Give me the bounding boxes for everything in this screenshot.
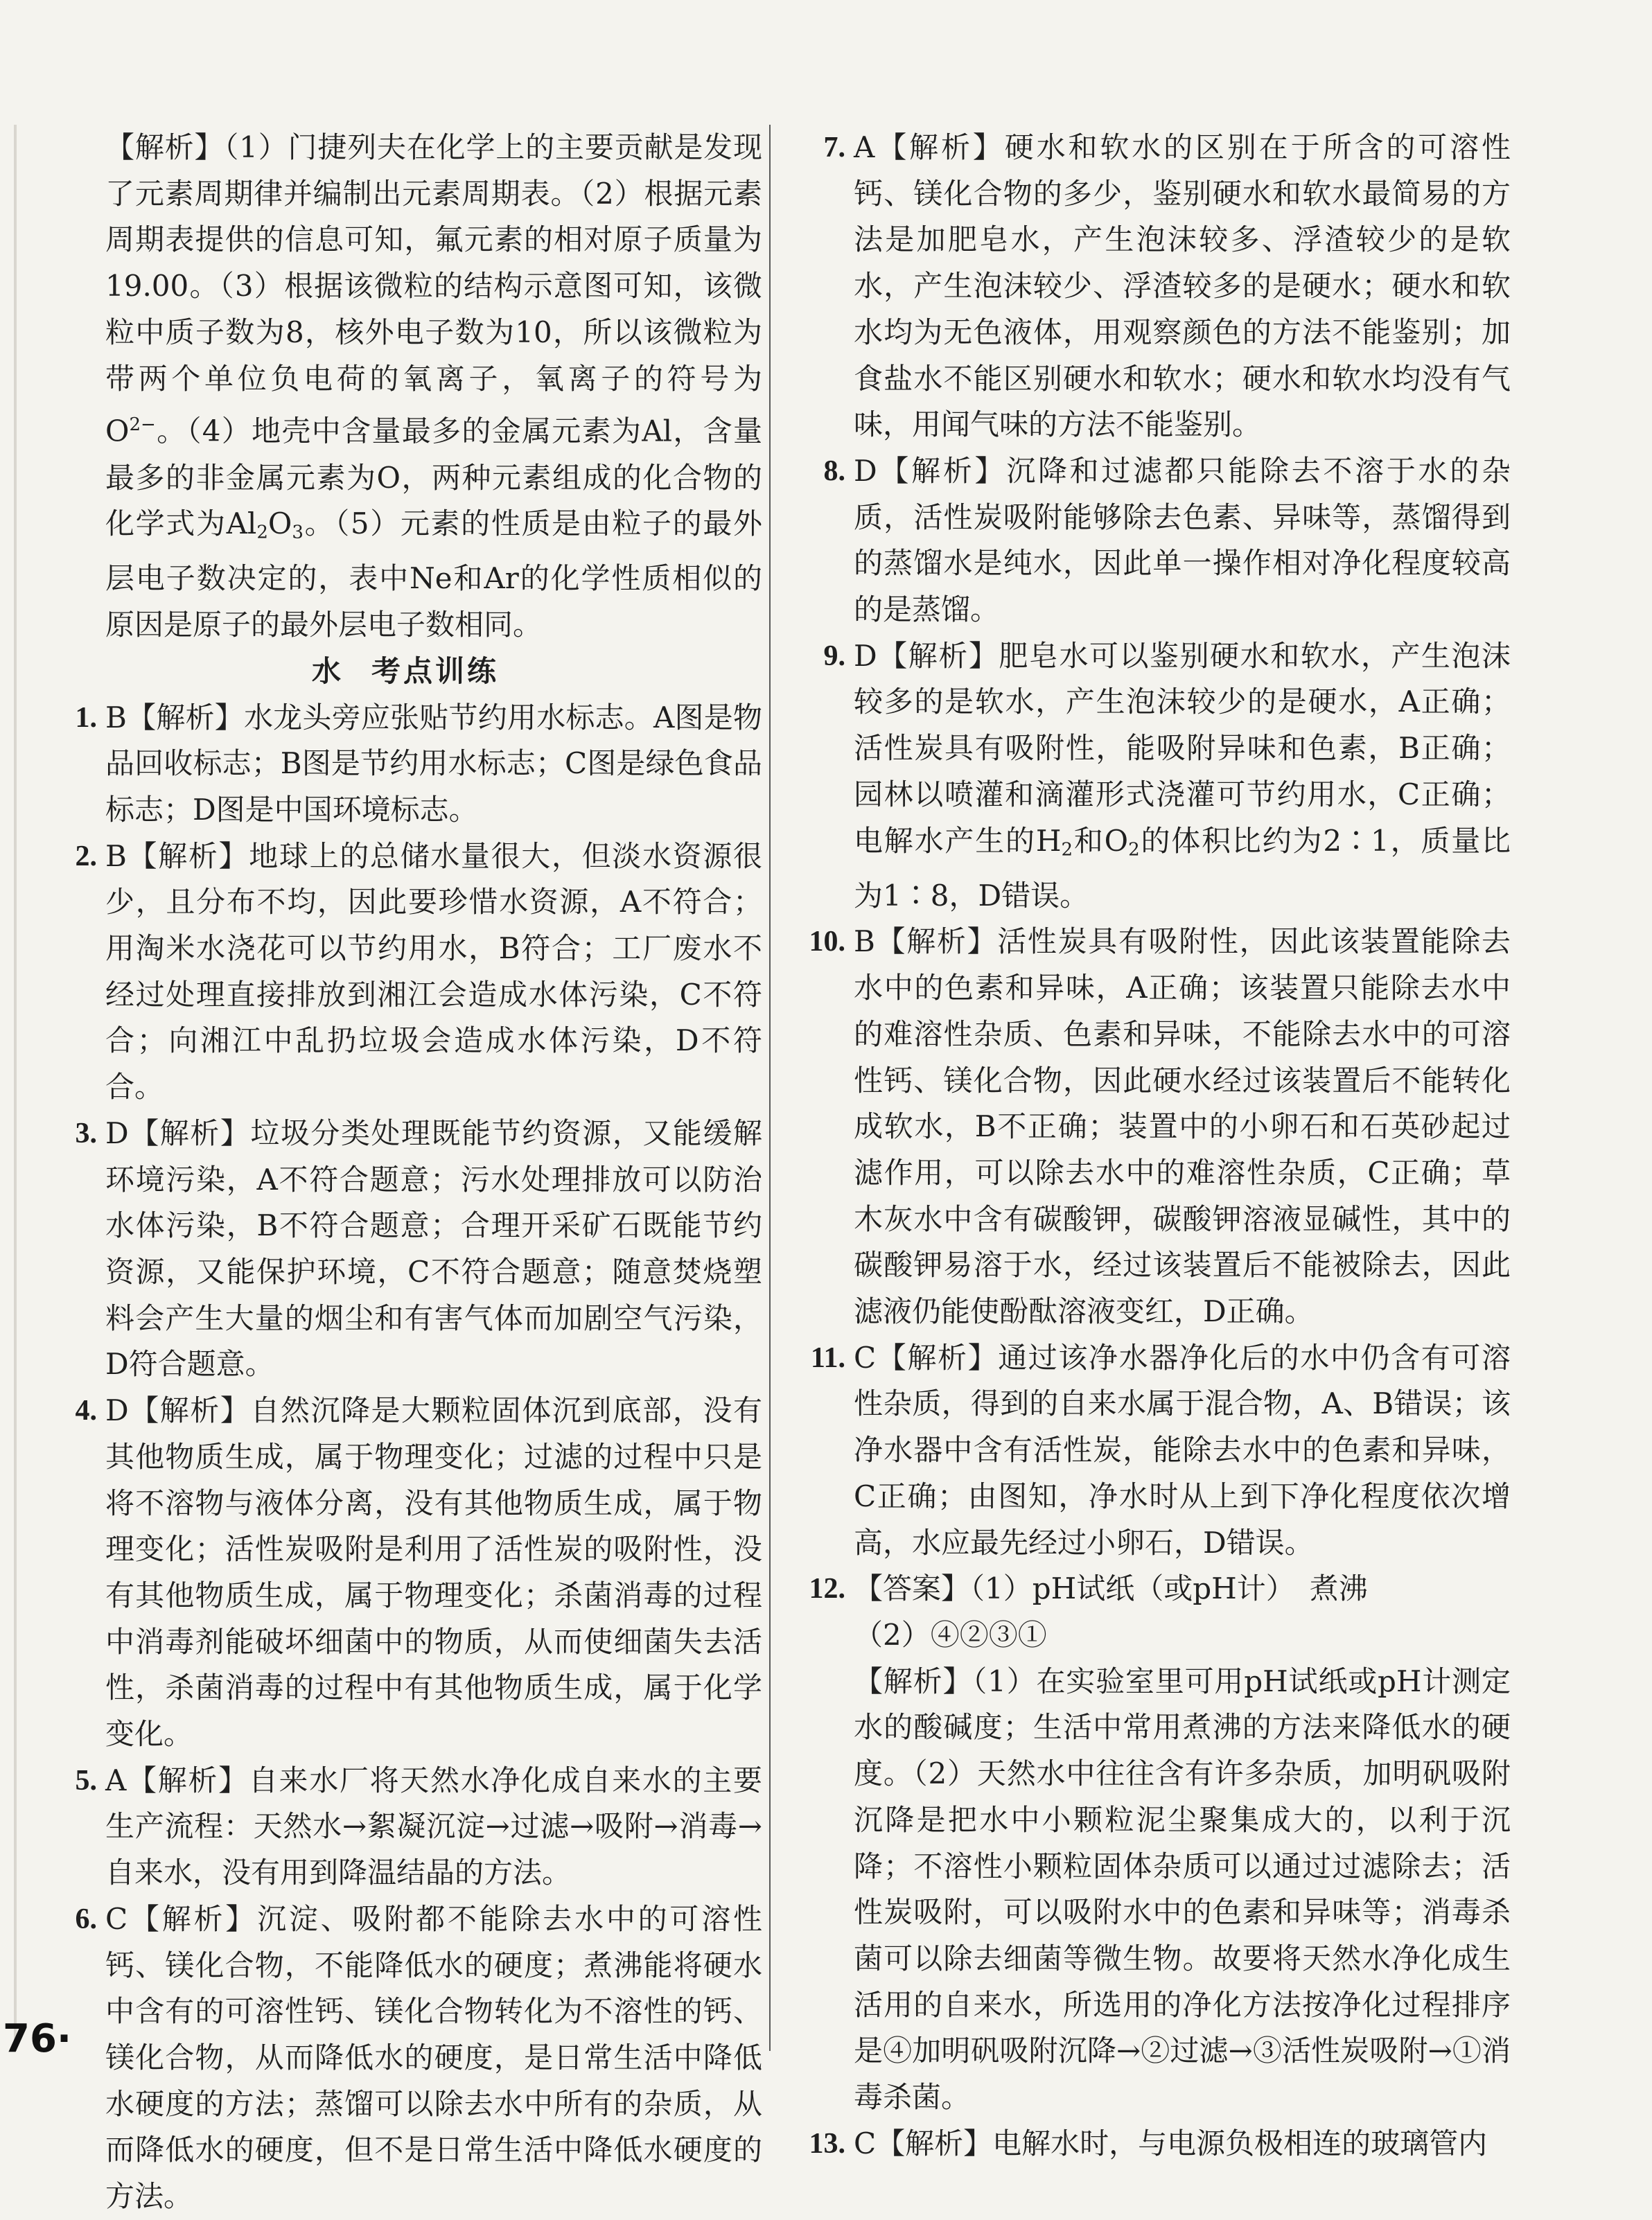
item-text: A【解析】自来水厂将天然水净化成自来水的主要生产流程：天然水→絮凝沉淀→过滤→吸附→消毒→自来水，没有用到降温结晶的方法。 <box>105 1763 762 1890</box>
item-text: B【解析】地球上的总储水量很大，但淡水资源很少，且分布不均，因此要珍惜水资源，A不符合；用淘米水浇花可以节约用水，B符合；工厂废水不经过处理直接排放到湘江会造成水体污染，C不符合；向湘江中乱扔垃圾会造成水体污染，D不符合。 <box>105 838 762 1104</box>
item-analysis: 【解析】（1）在实验室里可用pH试纸或pH计测定水的酸碱度；生活中常用煮沸的方法来降低水的硬度。（2）天然水中往往含有许多杂质，加明矾吸附沉降是把水中小颗粒泥尘聚集成大的，以利于沉降；不溶性小颗粒固体杂质可以通过过滤除去；活性炭吸附，可以吸附水中的色素和异味等；消毒杀菌可以除去细菌等微生物。故要将天然水净化成生活用的自来水，所选用的净化方法按净化过程排序是④加明矾吸附沉降→②过滤→③活性炭吸附→①消毒杀菌。 <box>854 1664 1511 2115</box>
answer-item-1 <box>49 695 762 834</box>
answer-line-2: （2）④②③① <box>854 1618 1047 1652</box>
item-number: 4. <box>75 1395 97 1427</box>
item-number: 3. <box>75 1117 97 1149</box>
item-number: 9. <box>823 640 845 672</box>
item-number: 1. <box>75 701 97 734</box>
column-divider <box>769 125 771 2051</box>
item-number: 8. <box>823 455 845 487</box>
answer-item-9: 9. D【解析】肥皂水可以鉴别硬水和软水，产生泡沫较多的是软水，产生泡沫较少的是硬水，A正确；活性炭具有吸附性，能吸附异味和色素，B正确；园林以喷灌和滴灌形式浇灌可节约用水，C正确；电解水产生的$H_2$和$O_2$的体积比约为2∶1，质量比为1∶8，D错误。 <box>797 633 1511 919</box>
answer-item-11 <box>797 1335 1511 1567</box>
answer-item-10 <box>797 919 1511 1334</box>
item-text: B【解析】活性炭具有吸附性，因此该装置能除去水中的色素和异味，A正确；该装置只能除去水中的难溶性杂质、色素和异味，不能除去水中的可溶性钙、镁化合物，因此硬水经过该装置后不能转化成软水，B不正确；装置中的小卵石和石英砂起过滤作用，可以除去水中的难溶性杂质，C正确；草木灰水中含有碳酸钾，碳酸钾溶液显碱性，其中的碳酸钾易溶于水，经过该装置后不能被除去，因此滤液仍能使酚酞溶液变红，D正确。 <box>854 924 1511 1329</box>
item-text: D【解析】垃圾分类处理既能节约资源，又能缓解环境污染，A不符合题意；污水处理排放可以防治水体污染，B不符合题意；合理开采矿石既能节约资源，又能保护环境，C不符合题意；随意焚烧塑料会产生大量的烟尘和有害气体而加剧空气污染，D符合题意。 <box>105 1116 762 1382</box>
item-number: 5. <box>75 1764 97 1797</box>
section-title: 水 考点训练 <box>311 653 500 688</box>
answer-item-5 <box>49 1758 762 1896</box>
answer-line-1: 【答案】（1）pH试纸（或pH计） 煮沸 <box>854 1571 1368 1606</box>
answer-item-2 <box>49 834 762 1111</box>
answer-item-3 <box>49 1111 762 1388</box>
item-number: 10. <box>809 926 845 958</box>
item-text: A【解析】硬水和软水的区别在于所含的可溶性钙、镁化合物的多少，鉴别硬水和软水最简易的方法是加肥皂水，产生泡沫较多、浮渣较少的是软水，产生泡沫较少、浮渣较多的是硬水；硬水和软水均为无色液体，用观察颜色的方法不能鉴别；加食盐水不能区别硬水和软水；硬水和软水均没有气味，用闻气味的方法不能鉴别。 <box>854 130 1511 442</box>
right-column <box>797 125 1511 2167</box>
item-number: 2. <box>75 840 97 872</box>
answer-item-6 <box>49 1896 762 2220</box>
item-number: 12. <box>809 1573 845 1605</box>
item-text: B【解析】水龙头旁应张贴节约用水标志。A图是物品回收标志；B图是节约用水标志；C图是绿色食品标志；D图是中国环境标志。 <box>105 700 762 827</box>
item-number: 6. <box>75 1903 97 1935</box>
item-text: C【解析】沉淀、吸附都不能除去水中的可溶性钙、镁化合物，不能降低水的硬度；煮沸能将硬水中含有的可溶性钙、镁化合物转化为不溶性的钙、镁化合物，从而降低水的硬度，是日常生活中降低水硬度的方法；蒸馏可以除去水中所有的杂质，从而降低水的硬度，但不是日常生活中降低水硬度的方法。 <box>105 1901 762 2214</box>
item-text: C【解析】通过该净水器净化后的水中仍含有可溶性杂质，得到的自来水属于混合物，A、B错误；该净水器中含有活性炭，能除去水中的色素和异味，C正确；由图知，净水时从上到下净化程度依次增高，水应最先经过小卵石，D错误。 <box>854 1340 1511 1560</box>
answer-item-7 <box>797 125 1511 448</box>
item-number: 7. <box>823 132 845 164</box>
item-text: D【解析】自然沉降是大颗粒固体沉到底部，没有其他物质生成，属于物理变化；过滤的过程中只是将不溶物与液体分离，没有其他物质生成，属于物理变化；活性炭吸附是利用了活性炭的吸附性，没有其他物质生成，属于物理变化；杀菌消毒的过程中消毒剂能破坏细菌中的物质，从而使细菌失去活性，杀菌消毒的过程中有其他物质生成，属于化学变化。 <box>105 1393 762 1752</box>
left-column <box>49 125 762 2220</box>
intro-analysis: 【解析】（1）门捷列夫在化学上的主要贡献是发现了元素周期律并编制出元素周期表。（2）根据元素周期表提供的信息可知，氟元素的相对原子质量为19.00。（3）根据该微粒的结构示意图可知，该微粒中质子数为8，核外电子数为10，所以该微粒为带两个单位负电荷的氧离子，氧离子的符号为$O^{2-}$。（4）地壳中含量最多的金属元素为Al，含量最多的非金属元素为O，两种元素组成的化合物的化学式为$Al_2O_3$。（5）元素的性质是由粒子的最外层电子数决定的，表中Ne和Ar的化学性质相似的原因是原子的最外层电子数相同。 <box>105 130 762 642</box>
item-text: D【解析】沉降和过滤都只能除去不溶于水的杂质，活性炭吸附能够除去色素、异味等，蒸馏得到的蒸馏水是纯水，因此单一操作相对净化程度较高的是蒸馏。 <box>854 453 1511 627</box>
page-number: 76· <box>3 2016 72 2061</box>
answer-item-8 <box>797 448 1511 633</box>
item-number: 11. <box>810 1341 845 1374</box>
item-text: C【解析】电解水时，与电源负极相连的玻璃管内 <box>854 2126 1488 2160</box>
answer-item-4 <box>49 1388 762 1758</box>
answer-item-13 <box>797 2121 1511 2167</box>
page-edge <box>14 125 17 2051</box>
answer-item-12 <box>797 1566 1511 2120</box>
item-number: 13. <box>809 2127 845 2160</box>
